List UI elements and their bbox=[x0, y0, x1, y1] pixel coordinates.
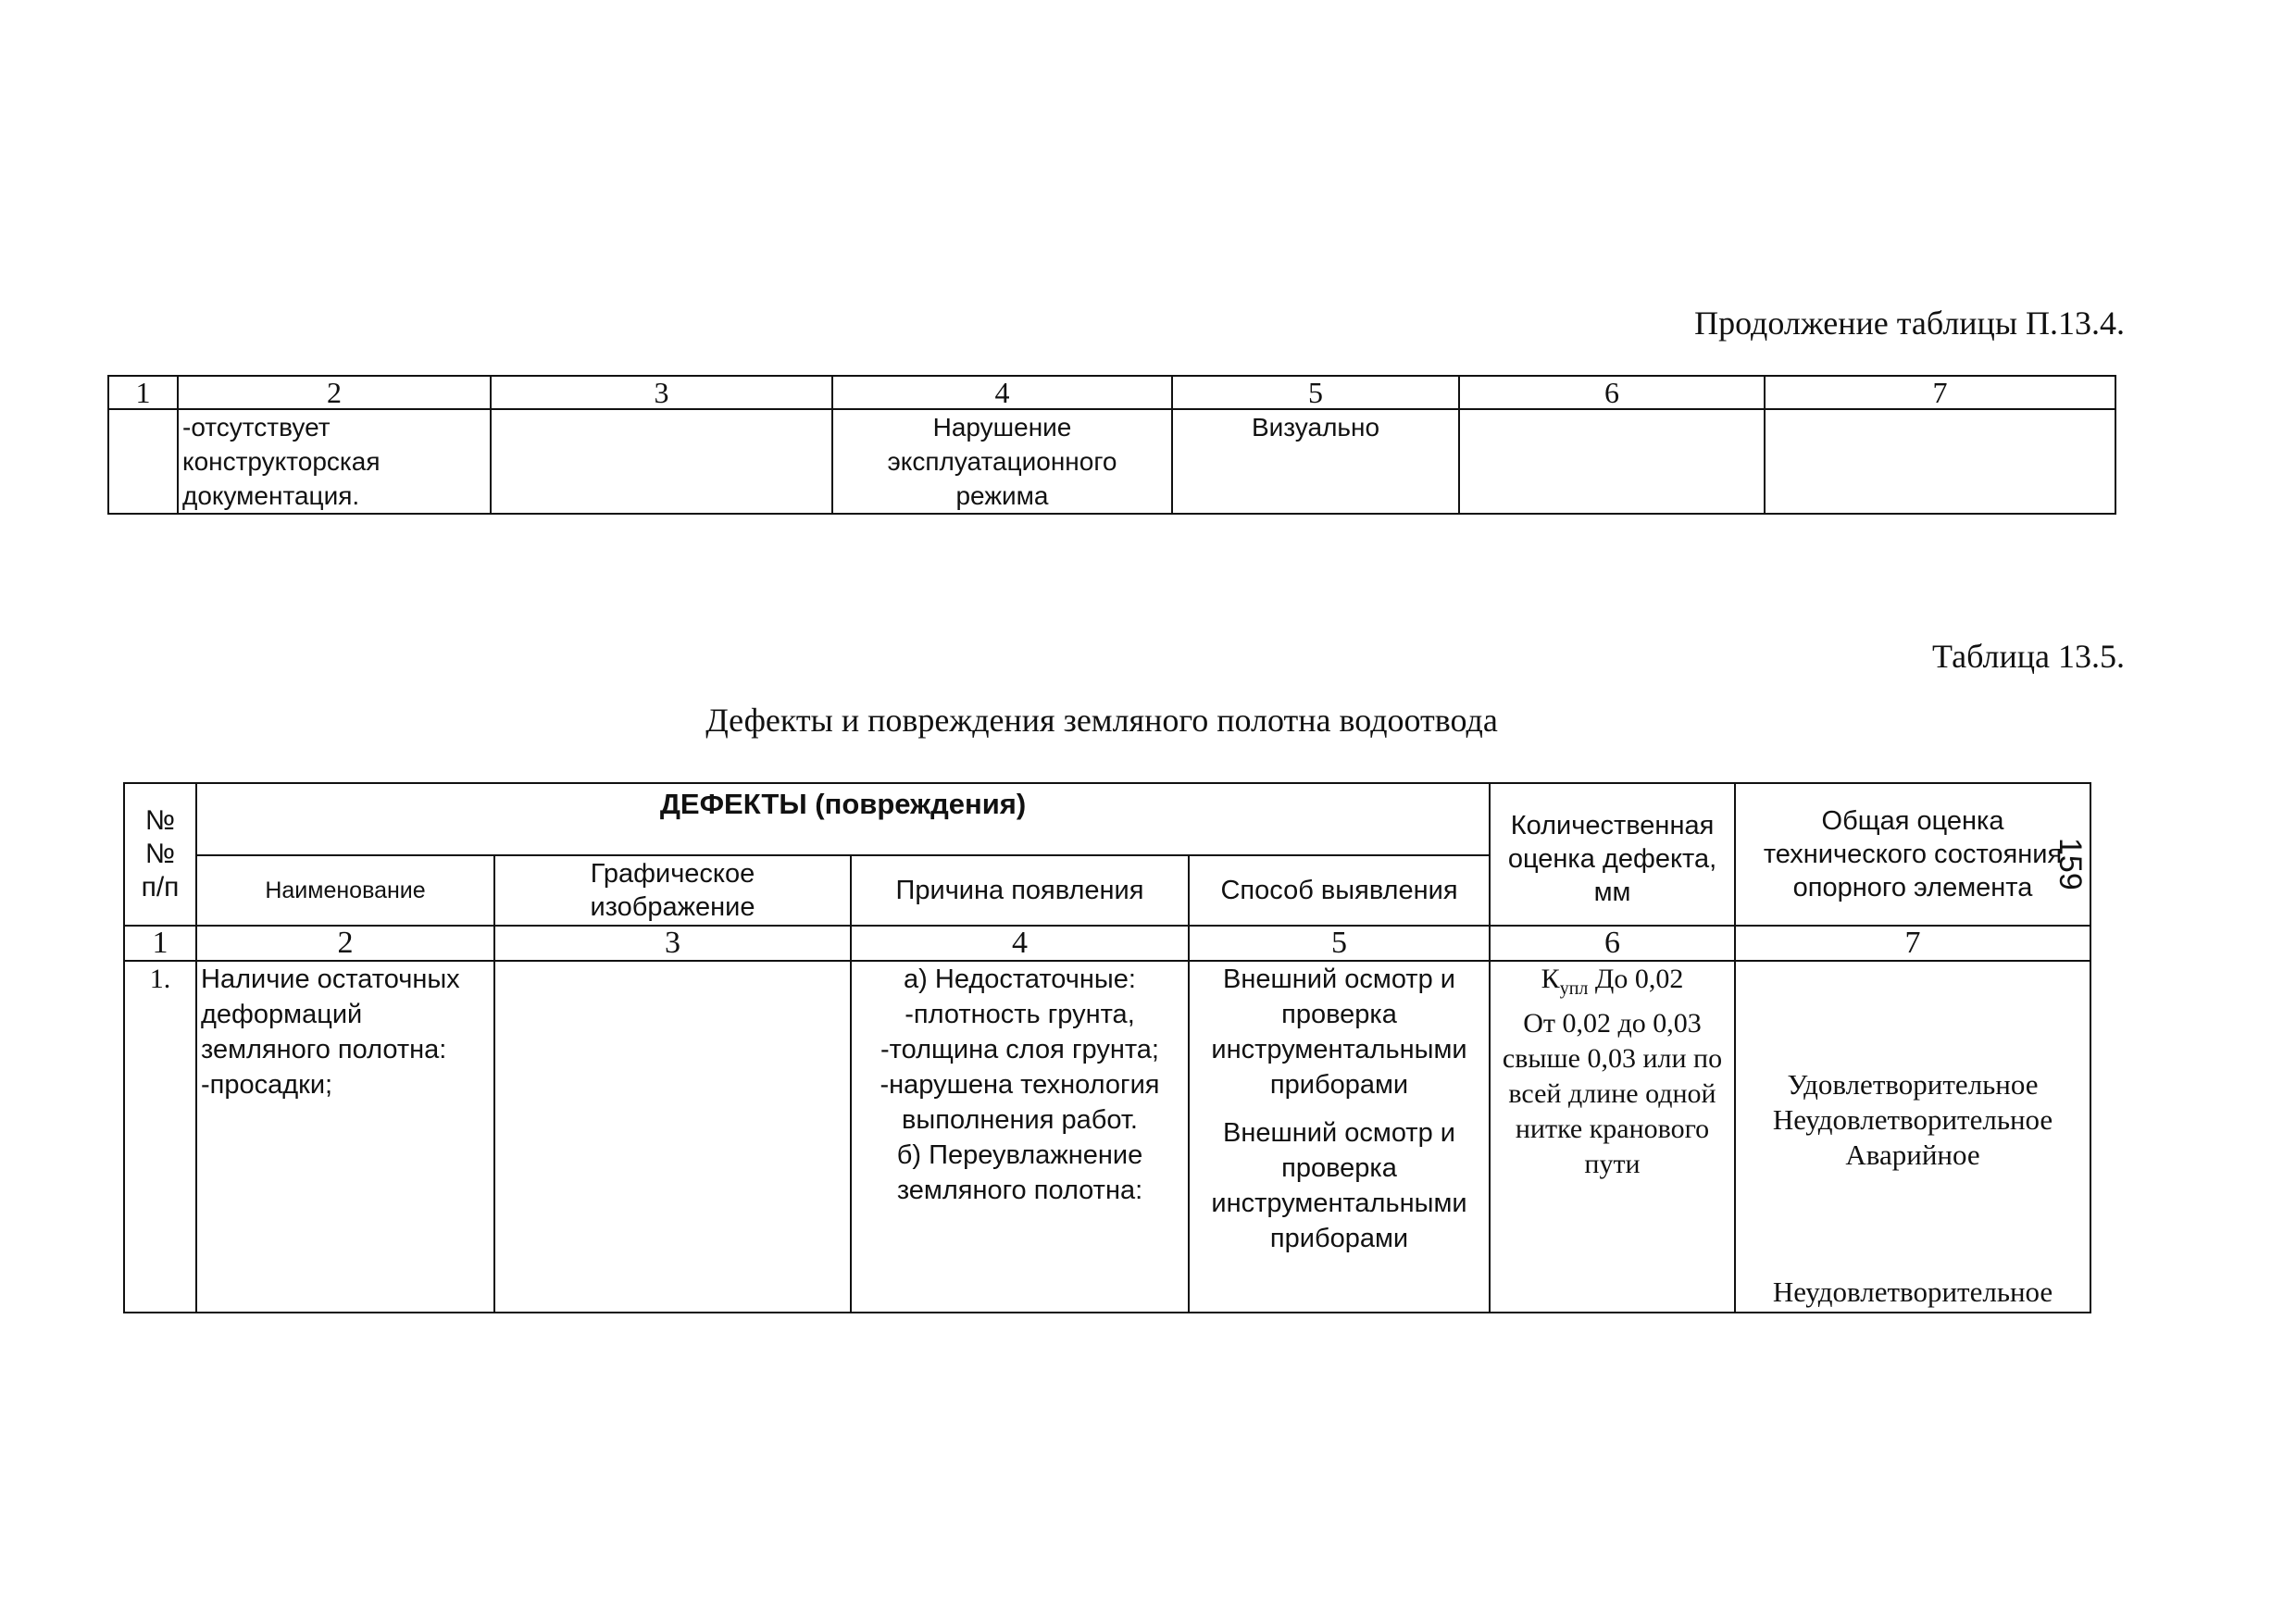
column-number: 7 bbox=[1765, 376, 2115, 409]
cause-cell: Нарушение эксплуатационного режима bbox=[832, 409, 1172, 514]
defect-name-cell: -отсутствует конструкторская документация. bbox=[178, 409, 491, 514]
header-assessment: Общая оценка технического состояния опорного элемента bbox=[1735, 783, 2090, 926]
assessment-cell bbox=[1765, 409, 2115, 514]
column-number: 1 bbox=[124, 926, 196, 961]
column-number: 1 bbox=[108, 376, 178, 409]
header-quantity: Количественная оценка дефекта, мм bbox=[1490, 783, 1735, 926]
header-name: Наименование bbox=[196, 855, 494, 926]
header-number: № № п/п bbox=[124, 783, 196, 926]
header-method: Способ выявления bbox=[1189, 855, 1490, 926]
quantity-symbol: К bbox=[1541, 964, 1560, 994]
assessment-text: Удовлетворительное Неудовлетворительное Аварийное bbox=[1772, 1068, 2053, 1171]
column-number: 2 bbox=[178, 376, 491, 409]
column-number: 7 bbox=[1735, 926, 2090, 961]
column-number: 3 bbox=[491, 376, 832, 409]
defects-table bbox=[123, 782, 2091, 1313]
table-row bbox=[124, 961, 2090, 1313]
column-number-row bbox=[108, 376, 2115, 409]
column-number: 3 bbox=[494, 926, 851, 961]
header-cause: Причина появления bbox=[851, 855, 1189, 926]
table-title: Дефекты и повреждения земляного полотна водоотвода bbox=[705, 702, 1498, 739]
method-text: Внешний осмотр и проверка инструментальными приборами bbox=[1211, 965, 1467, 1100]
method-cell bbox=[1189, 961, 1490, 1313]
column-number-row bbox=[124, 926, 2090, 961]
column-number: 6 bbox=[1490, 926, 1735, 961]
graphic-cell bbox=[494, 961, 851, 1313]
column-number: 4 bbox=[832, 376, 1172, 409]
assessment-cell bbox=[1735, 961, 2090, 1313]
header-defects-group: ДЕФЕКТЫ (повреждения) bbox=[196, 783, 1490, 855]
method-text: Внешний осмотр и проверка инструментальными приборами bbox=[1211, 1118, 1467, 1253]
continuation-caption: Продолжение таблицы П.13.4. bbox=[1694, 305, 2125, 342]
column-number: 5 bbox=[1189, 926, 1490, 961]
row-number-cell bbox=[108, 409, 178, 514]
graphic-cell bbox=[491, 409, 832, 514]
method-cell: Визуально bbox=[1172, 409, 1459, 514]
table-caption: Таблица 13.5. bbox=[1932, 638, 2125, 675]
quantity-cell bbox=[1459, 409, 1765, 514]
quantity-value: До 0,02 bbox=[1594, 964, 1684, 994]
row-number: 1. bbox=[124, 961, 196, 1313]
page-number: 159 bbox=[2053, 838, 2088, 890]
defect-name-cell: Наличие остаточных деформаций земляного полотна: -просадки; bbox=[196, 961, 494, 1313]
quantity-symbol-sub: упл bbox=[1559, 978, 1589, 999]
quantity-cell bbox=[1490, 961, 1735, 1313]
column-number: 6 bbox=[1459, 376, 1765, 409]
continuation-table bbox=[107, 375, 2116, 515]
quantity-first-line bbox=[1491, 962, 1734, 1006]
column-number: 2 bbox=[196, 926, 494, 961]
cause-cell: а) Недостаточные: -плотность грунта, -толщина слоя грунта; -нарушена технология выполнения работ. б) Переувлажнение земляного полотна: bbox=[851, 961, 1189, 1313]
header-graphic: Графическое изображение bbox=[494, 855, 851, 926]
quantity-text: От 0,02 до 0,03 свыше 0,03 или по всей длине одной нитке кранового пути bbox=[1502, 1008, 1723, 1179]
column-number: 5 bbox=[1172, 376, 1459, 409]
assessment-text: Неудовлетворительное bbox=[1772, 1276, 2053, 1308]
table-row bbox=[108, 409, 2115, 514]
column-number: 4 bbox=[851, 926, 1189, 961]
